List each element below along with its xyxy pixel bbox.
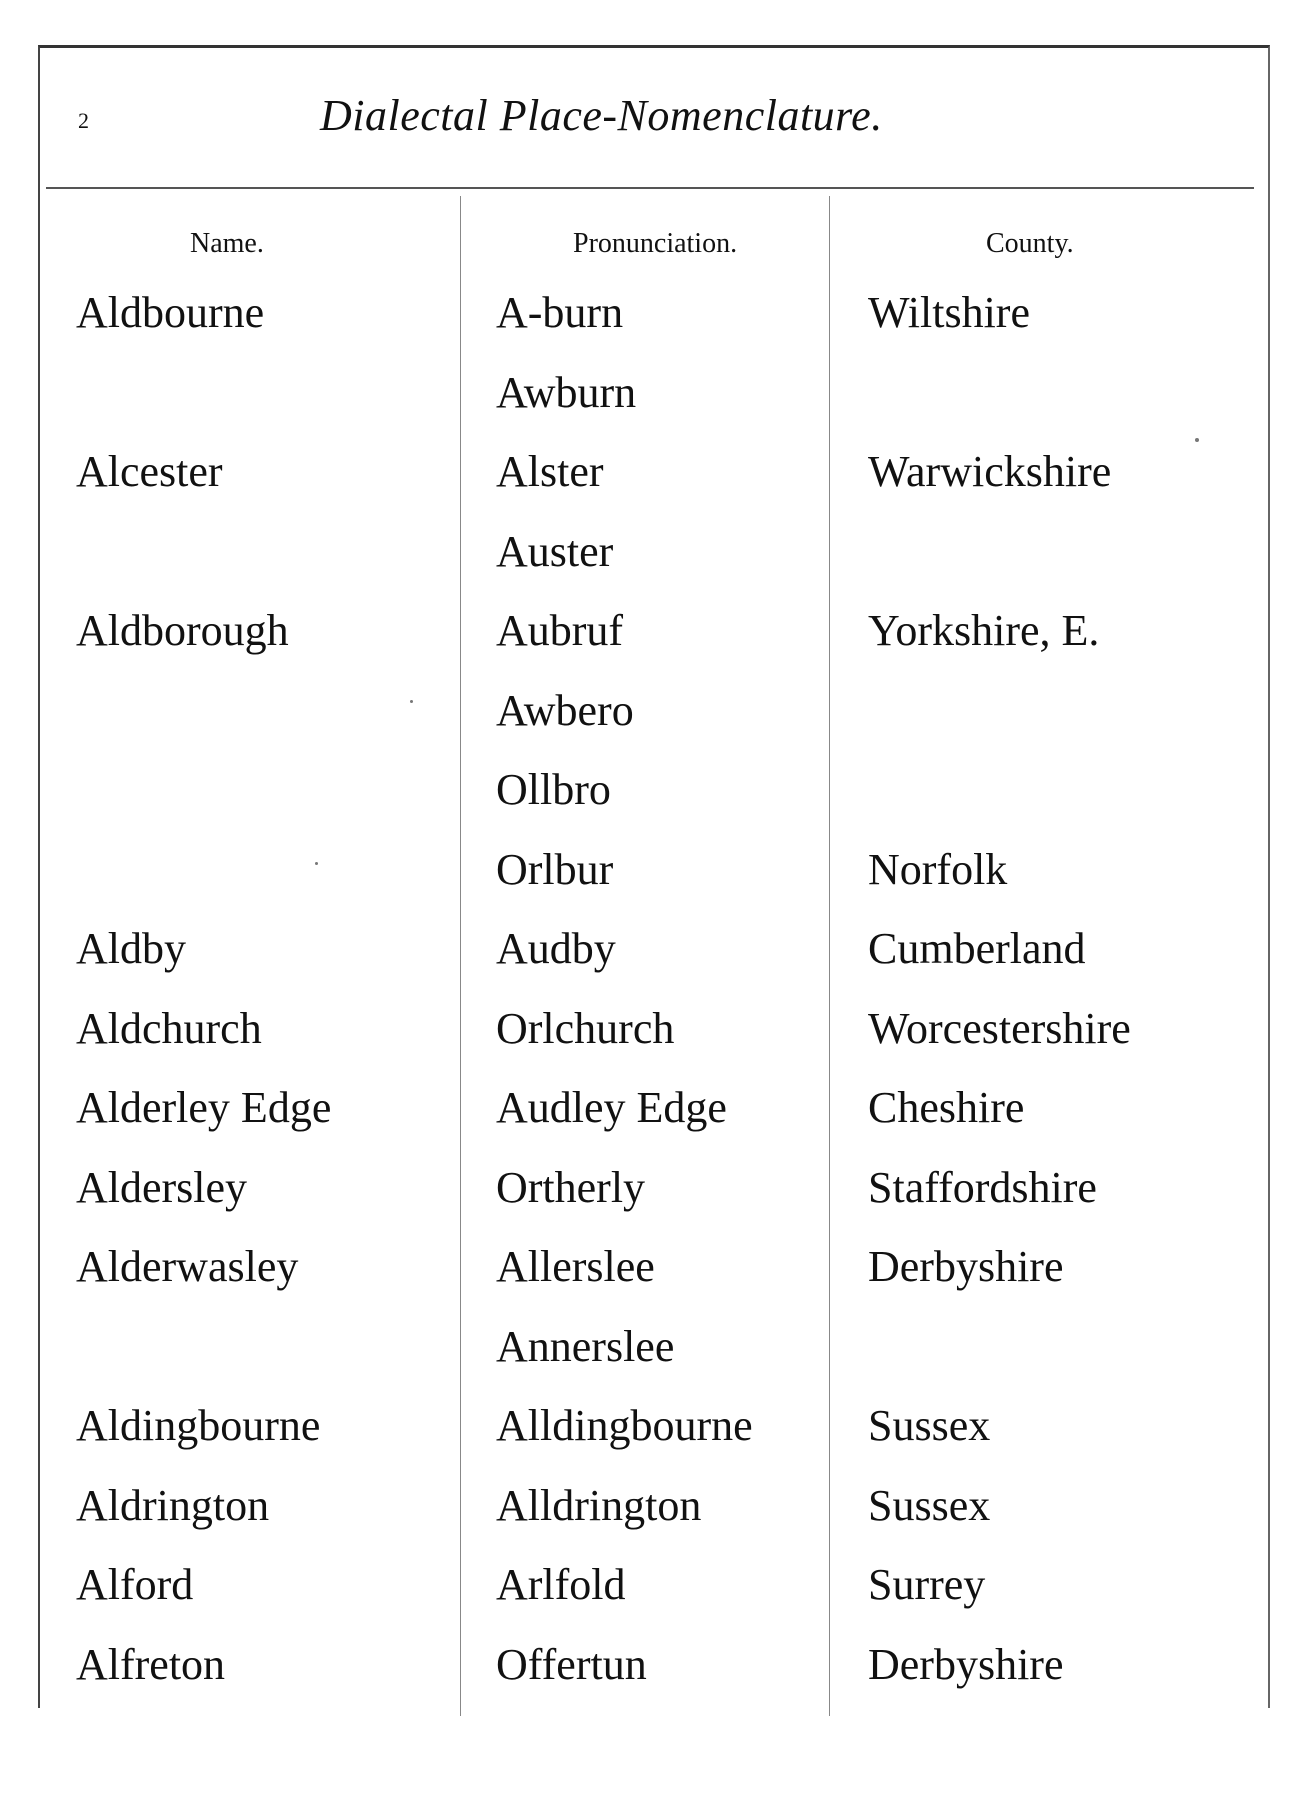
column-header-county: County. xyxy=(986,228,1074,259)
cell-pronunciation: Auster xyxy=(496,526,614,576)
column-header-pronunciation: Pronunciation. xyxy=(573,228,738,259)
table-body xyxy=(0,282,1299,1713)
page-number: 2 xyxy=(78,108,89,133)
cell-pronunciation: A-burn xyxy=(496,288,624,337)
table-row xyxy=(0,1634,1299,1714)
table-row xyxy=(0,998,1299,1078)
table-row xyxy=(0,362,1299,442)
cell-pronunciation: Aubruf xyxy=(496,606,624,655)
column-header-name: Name. xyxy=(190,228,264,259)
cell-name: Aldbourne xyxy=(76,288,265,337)
table-row xyxy=(0,1077,1299,1157)
cell-name: Alcester xyxy=(76,447,223,496)
cell-county: Yorkshire, E. xyxy=(868,606,1100,655)
scan-speck xyxy=(410,700,413,703)
table-row xyxy=(0,1554,1299,1634)
cell-pronunciation: Allerslee xyxy=(496,1242,655,1291)
cell-county: Staffordshire xyxy=(868,1162,1097,1212)
scan-speck xyxy=(1195,438,1199,442)
cell-pronunciation: Annerslee xyxy=(496,1321,675,1371)
cell-pronunciation: Orlchurch xyxy=(496,1003,675,1053)
table-row xyxy=(0,680,1299,760)
table-row xyxy=(0,1157,1299,1237)
cell-county: Cheshire xyxy=(868,1083,1025,1132)
table-row xyxy=(0,1236,1299,1316)
cell-name: Alford xyxy=(76,1560,194,1609)
table-row xyxy=(0,600,1299,680)
table-row xyxy=(0,1316,1299,1396)
cell-name: Aldersley xyxy=(76,1162,248,1212)
cell-county: Cumberland xyxy=(868,924,1086,973)
table-row xyxy=(0,759,1299,839)
table-row xyxy=(0,1475,1299,1555)
table-row xyxy=(0,839,1299,919)
cell-pronunciation: Offertun xyxy=(496,1639,647,1689)
cell-name: Aldby xyxy=(76,924,186,973)
cell-county: Warwickshire xyxy=(868,447,1112,496)
cell-pronunciation: Alldingbourne xyxy=(496,1401,753,1450)
cell-name: Aldingbourne xyxy=(76,1401,321,1450)
table-row xyxy=(0,441,1299,521)
cell-pronunciation: Audley Edge xyxy=(496,1083,727,1132)
cell-name: Aldrington xyxy=(76,1480,270,1530)
cell-pronunciation: Awburn xyxy=(496,367,637,417)
table-row xyxy=(0,521,1299,601)
cell-county: Worcestershire xyxy=(868,1003,1131,1053)
cell-pronunciation: Ollbro xyxy=(496,765,611,814)
cell-pronunciation: Alster xyxy=(496,447,604,496)
cell-county: Surrey xyxy=(868,1560,986,1609)
cell-county: Wiltshire xyxy=(868,288,1030,337)
cell-pronunciation: Arlfold xyxy=(496,1560,626,1609)
cell-pronunciation: Awbero xyxy=(496,685,634,735)
cell-pronunciation: Orlbur xyxy=(496,844,614,894)
table-row xyxy=(0,1395,1299,1475)
cell-county: Sussex xyxy=(868,1480,991,1530)
cell-county: Derbyshire xyxy=(868,1639,1064,1689)
cell-name: Alderwasley xyxy=(76,1242,299,1291)
cell-name: Alderley Edge xyxy=(76,1083,332,1132)
scan-speck xyxy=(315,862,318,865)
cell-county: Sussex xyxy=(868,1401,991,1450)
cell-pronunciation: Alldrington xyxy=(496,1480,702,1530)
cell-name: Aldborough xyxy=(76,606,289,655)
header-rule xyxy=(46,187,1254,189)
cell-pronunciation: Ortherly xyxy=(496,1162,646,1212)
cell-name: Aldchurch xyxy=(76,1003,262,1053)
cell-pronunciation: Audby xyxy=(496,924,616,973)
cell-county: Norfolk xyxy=(868,844,1008,894)
cell-county: Derbyshire xyxy=(868,1242,1064,1291)
cell-name: Alfreton xyxy=(76,1639,226,1689)
running-title: Dialectal Place-Nomenclature. xyxy=(320,91,883,140)
table-row xyxy=(0,918,1299,998)
table-row xyxy=(0,282,1299,362)
